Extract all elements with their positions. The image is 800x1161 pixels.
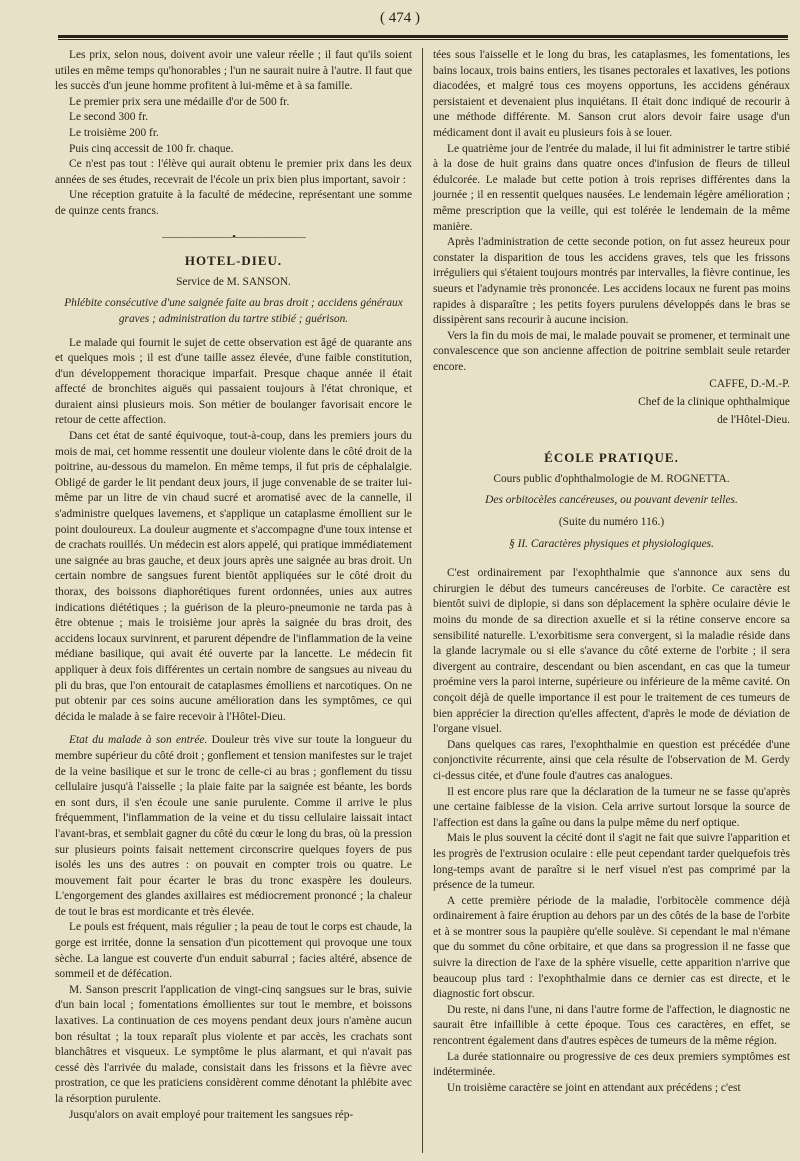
page-number: ( 474 ) [380,10,420,26]
case-paragraph: Après l'administration de cette seconde potion, on fut assez heureux pour constater la disparition de tous les accidens graves, tels que les frissons irréguliers qui s'étaient toujours montrés par intervalles, la fièvre continue, les sueurs et l'adynamie très prononcée. Les accidens locaux ne furent pas moins rapides à disparaître ; les petits foyers purulens développés dans le bras se dissipèrent sans recourir à aucune incision. [433,236,790,327]
lecture-paragraph: Du reste, ni dans l'une, ni dans l'autre forme de l'affection, le diagnostic ne saurait être infaillible à cette époque. Tous ces caractères, en effet, se rencontrent également dans d'autres espèces de tumeurs de la même région. [433,1003,790,1048]
prize-third: Le troisième 200 fr. [69,126,159,139]
lecture-paragraph: A cette première période de la maladie, l'orbitocèle commence déjà ordinairement à faire éruption au dehors par un des côtés de la base de l'orbite et à se montrer sous la paupière qu'elle soulève. Si cependant le mal n'émane que du sommet du cône orbitaire, et que dans sa progression il ne fasse que suivre la direction de l'axe de la sphère visuelle, cette apparition n'arrive que beaucoup plus tard : l'exophthalmie dans ce dernier cas est directe, et le diagnostic fort obscur. [433,894,790,1001]
right-column [433,48,790,1096]
section-ornament: ———————•——————— [162,230,305,243]
prize-second: Le second 300 fr. [69,111,149,124]
hotel-dieu-heading: HOTEL-DIEU. [184,253,283,269]
case-paragraph: Vers la fin du mois de mai, le malade pouvait se promener, et terminait une convalescence que son ancienne affection de poitrine semblait seule retarder encore. [433,329,790,373]
lecture-paragraph: La durée stationnaire ou progressive de ces deux premiers symptômes est indéterminée. [433,1050,790,1079]
lecture-title: Des orbitocèles cancéreuses, ou pouvant devenir telles. [485,494,738,507]
suite-line: (Suite du numéro 116.) [558,516,665,529]
course-line: Cours public d'ophthalmologie de M. ROGNETTA. [493,472,730,485]
entry-state-label: Etat du malade à son entrée. [69,734,208,747]
section-heading: § II. Caractères physiques et physiologiques. [509,537,714,550]
prize-accessit: Puis cinq accessit de 100 fr. chaque. [69,142,234,155]
case-continuation-paragraph: tées sous l'aisselle et le long du bras, les cataplasmes, les fomentations, les bains locaux, trois bains entiers, les tisanes pectorales et laxatives, les potions diacodées, et malgré tous ces moyens opportuns, les accidens généraux persistaient et devenaient plus inquiétans. Il était donc indiqué de recourir à une méthode différente. M. Sanson crut alors devoir faire usage d'un médicament dont il avait eu plusieurs fois à se louer. [433,49,790,139]
ecole-pratique-heading: ÉCOLE PRATIQUE. [544,450,679,466]
case-title: Phlébite consécutive d'une saignée faite au bras droit ; accidens généraux graves ; administration du tartre stibié ; guérison. [64,297,403,325]
column-divider [422,48,423,1153]
entry-state-text: Douleur très vive sur toute la longueur du membre supérieur du côté droit ; gonflement et tension manifestes sur le trajet de la veine basilique et sur le tronc de celle-ci au bras ; gonflement du tissu cellulaire jusqu'à l'aisselle ; la plaie faite par la saignée est béante, les bords en sont durs, il s'en écoule une sanie purulente. Comme il arrive le plus fréquemment, l'inflammation de la veine et du tissu cellulaire laissait intact l'avant-bras, et semblait gagner du côté du cœur le long du bras, où la pression sur plusieurs points faisait nettement circonscrire quelques foyers de pus isolés les uns des autres : on pouvait en compter trois ou quatre. Le mouvement fait pour écarter le bras du tronc exaspère les douleurs. L'engorgement des glandes axillaires est médiocrement prononcé ; la chaleur de tout le bras est mordicante et très élevée. [55,734,412,918]
case-paragraph [55,733,412,920]
signature-title: Chef de la clinique ophthalmique [638,396,790,409]
lecture-paragraph: Un troisième caractère se joint en attendant aux précédens ; c'est [447,1081,741,1094]
left-column [55,48,412,1123]
prize-extra-paragraph: Ce n'est pas tout : l'élève qui aurait obtenu le premier prix dans les deux années de ses études, recevrait de l'école un prix bien plus important, savoir : [55,158,412,186]
case-paragraph: M. Sanson prescrit l'application de vingt-cinq sangsues sur le bras, suivie d'un bain local ; fomentations émollientes sur tout le membre, et boissons laxatives. La continuation de ces moyens pendant deux jours n'amène aucun bon résultat ; la toux reparaît plus violente et par accès, les crachats sont blanchâtres et visqueux. Le symptôme le plus alarmant, et qui n'avait pas cessé dès l'arrivée du malade, consistait dans les frissons et la fièvre avec prostration, ce que les praticiens considèrent comme dénotant la phlébite avec la résorption purulente. [55,983,412,1105]
lecture-paragraph: Mais le plus souvent la cécité dont il s'agit ne fait que suivre l'apparition et les progrès de l'extrusion oculaire : elle peut cependant tarder quelquefois très long-temps avant de paraître si le nerf visuel n'est pas comprimé par la présence de la tumeur. [433,832,790,892]
lecture-paragraph: C'est ordinairement par l'exophthalmie que s'annonce aux sens du chirurgien le début des tumeurs cancéreuses de l'orbite. Ce caractère est bientôt suivi de diplopie, si dans son déplacement la sphère oculaire dévie le moins du monde de sa direction axuelle et si la rétine conserve encore sa sensibilité naturelle. L'exorbitisme sera convergent, si la maladie réside dans la glande lacrymale ou si elle s'avance du côté externe de l'orbite ; il sera divergent au contraire, descendant ou bien ascendant, en cas que la tumeur proémine vers la paroi interne, supérieure ou inférieure de la même cavité. On conçoit déjà de quelle importance il est pour le traitement de ces tumeurs de bien apprécier la direction qu'elles affectent, d'après le mode de déviation de l'organe visuel. [433,567,790,736]
case-paragraph: Le pouls est fréquent, mais régulier ; la peau de tout le corps est chaude, la gorge est irritée, donne la sensation d'un picottement qui provoque une toux sèche. La langue est couverte d'un enduit saburral ; facies altéré, absence de sommeil et de défécation. [55,921,412,981]
lecture-paragraph: Dans quelques cas rares, l'exophthalmie en question est précédée d'une conjonctivite récurrente, ainsi que cela résulte de l'observation de M. Gerdy ci-dessus citée, et d'une foule d'autres cas analogues. [433,738,790,782]
signature-place: de l'Hôtel-Dieu. [717,413,790,426]
case-paragraph: Dans cet état de santé équivoque, tout-à-coup, dans les premiers jours du mois de mai, cet homme ressentit une douleur violente dans le côté droit de la poitrine, au-dessous du mamelon. En même temps, il fut pris de céphalalgie. Obligé de garder le lit pendant deux jours, il juge convenable de se traiter lui-même par un litre de vin chaud sucré et aromatisé avec de la cannelle, il s'administre quelques lavemens, et s'applique un cataplasme émollient sur le point douloureux. La douleur augmente et s'accompagne d'une toux intense et de crachats rouillés. Un médecin est alors appelé, qui pratique immédiatement une saignée au bras gauche, et deux jours après une saignée au bras droit. Un certain nombre de sangsues furent bientôt appliquées sur le côté droit du thorax, des boissons diaphorétiques furent ordonnées, unies aux autres indications diététiques ; la guérison de la pleuro-pneumonie ne tarda pas à être obtenue ; mais le troisième jour après la saignée du bras droit, des accidens locaux survinrent, et parurent dépendre de l'inflammation de la veine médiane basilique, qui avait été ouverte par la lancette. Le médecin fit appliquer à deux fois différentes un certain nombre de sangsues au niveau du pli du bras, que l'on entourait de cataplasmes émolliens et narcotiques. On ne put obtenir par ces soins aucune amélioration dans les symptômes, ce qui décida le malade à se faire recevoir à l'Hôtel-Dieu. [55,430,412,723]
signature-name: CAFFE, D.-M.-P. [709,378,790,391]
case-paragraph: Le quatrième jour de l'entrée du malade, il lui fit administrer le tartre stibié à la dose de huit grains dans quatre onces d'infusion de fleurs de tilleul édulcorée. Le malade but cette potion à trois reprises différentes dans la journée ; il en ressentit quelques nausées. Le lendemain légère amélioration ; même prescription que la veille, qui est tolérée le lendemain de la même manière. [433,142,790,233]
prize-reception-paragraph: Une réception gratuite à la faculté de médecine, représentant une somme de quinze cents francs. [55,189,412,217]
lecture-paragraph: Il est encore plus rare que la déclaration de la tumeur ne se fasse qu'après une certaine faiblesse de la vision. Cela arrive surtout lorsque la source de l'affection est dans la gaîne ou dans la pulpe même du nerf optique. [433,785,790,829]
case-paragraph: Jusqu'alors on avait employé pour traitement les sangsues rép- [69,1108,354,1121]
header-rule [58,35,788,40]
case-paragraph: Le malade qui fournit le sujet de cette observation est âgé de quarante ans et quelques mois ; il est d'une taille assez élevée, d'une faible constitution, d'un développement thoracique imparfait. Presque chaque année il était affecté de bronchites aiguës qui passaient toujours à l'état chronique, et duraient ainsi plusieurs mois. Son métier de boulanger favorisait encore le retour de cette affection. [55,336,412,427]
prize-intro-paragraph: Les prix, selon nous, doivent avoir une valeur réelle ; il faut qu'ils soient utiles en même temps qu'honorables ; l'un ne saurait nuire à l'autre. Il faut que les succès d'un jeune homme profitent à lui-même et à sa famille. [55,49,412,93]
service-line: Service de M. SANSON. [176,275,291,288]
prize-first: Le premier prix sera une médaille d'or de 500 fr. [69,95,290,108]
